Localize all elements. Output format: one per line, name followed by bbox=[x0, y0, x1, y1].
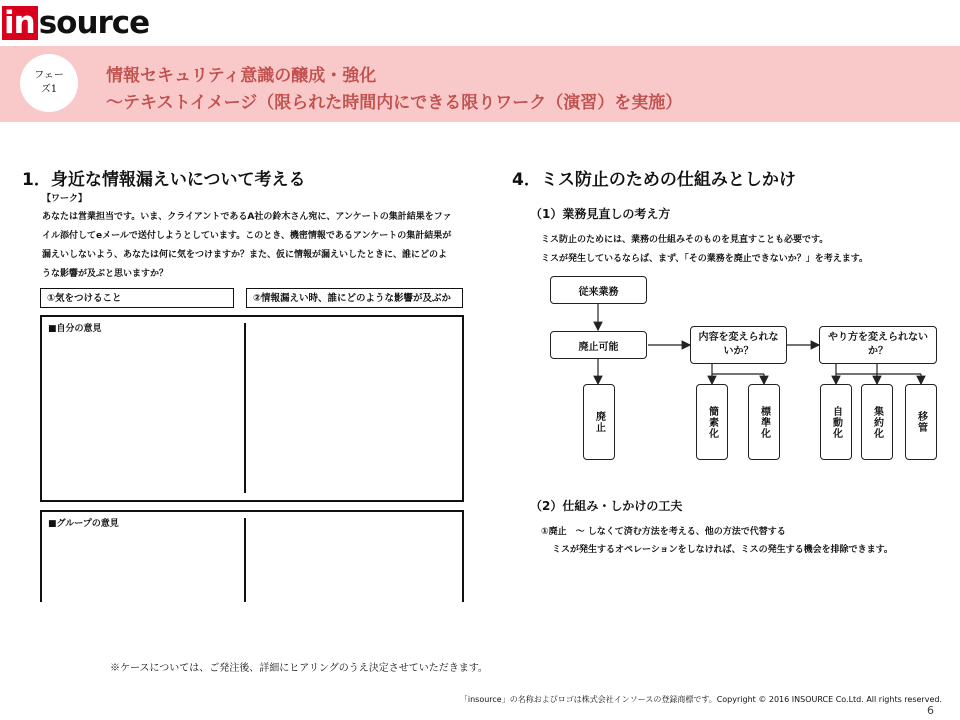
page-mask bbox=[0, 602, 960, 656]
work-text-line: うな影響が及ぶと思いますか？ bbox=[42, 269, 169, 279]
description-line: ミスが発生しているならば、まず、「その業務を廃止できないか？」を考えます。 bbox=[541, 254, 869, 264]
column-label-impact: ②情報漏えい時、誰にどのような影響が及ぶか bbox=[246, 288, 463, 308]
phase-badge: フェー ズ1 bbox=[20, 54, 78, 112]
flow-box-abolish: 廃止 bbox=[583, 384, 615, 460]
flow-box-current-work: 従来業務 bbox=[550, 276, 647, 304]
flow-box-automate: 自動化 bbox=[820, 384, 852, 460]
flow-box-change-method: やり方を変えられないか？ bbox=[819, 326, 937, 364]
page-subtitle: ～テキストイメージ（限られた時間内にできる限りワーク（演習）を実施） bbox=[106, 93, 683, 113]
flow-box-abolishable: 廃止可能 bbox=[550, 331, 647, 359]
group-opinion-label: ■グループの意見 bbox=[48, 519, 119, 529]
logo-in-part: in bbox=[2, 6, 38, 40]
flow-box-standardize: 標準化 bbox=[748, 384, 780, 460]
flow-box-change-content: 内容を変えられないか？ bbox=[690, 326, 787, 364]
insource-logo bbox=[2, 6, 149, 40]
description-line: ミス防止のためには、業務の仕組みそのものを見直すことも必要です。 bbox=[541, 235, 829, 245]
copyright-text: 「insource」の名称およびロゴは株式会社インソースの登録商標です。Copyright © 2016 INSOURCE Co.Ltd. All rights reserved. bbox=[459, 695, 942, 704]
page-number: 6 bbox=[927, 704, 934, 717]
logo-source-part: source bbox=[38, 5, 150, 41]
flow-box-consolidate: 集約化 bbox=[861, 384, 893, 460]
work-text-line: あなたは営業担当です。いま、クライアントであるA社の鈴木さん宛に、アンケートの集計結果をファ bbox=[42, 212, 452, 222]
case-note: ※ケースについては、ご発注後、詳細にヒアリングのうえ決定させていただきます。 bbox=[110, 663, 488, 674]
section-heading-1: 1．身近な情報漏えいについて考える bbox=[22, 170, 306, 190]
column-divider bbox=[244, 323, 246, 493]
page-title: 情報セキュリティ意識の醸成・強化 bbox=[106, 66, 377, 86]
work-text-line: 漏えいしないよう、あなたは何に気をつけますか？また、仮に情報が漏えいしたときに、誰にどのよ bbox=[42, 250, 448, 260]
flow-box-transfer: 移管 bbox=[905, 384, 937, 460]
work-text-line: イル添付してeメールで送付しようとしています。このとき、機密情報であるアンケートの集計結果が bbox=[42, 231, 452, 241]
mechanism-item-abolish: ①廃止 ～ しなくて済む方法を考える、他の方法で代替する bbox=[541, 527, 786, 537]
subheading-mechanism: （2）仕組み・しかけの工夫 bbox=[530, 499, 683, 513]
column-label-caution: ①気をつけること bbox=[40, 288, 234, 308]
mechanism-item-description: ミスが発生するオペレーションをしなければ、ミスの発生する機会を排除できます。 bbox=[552, 545, 893, 555]
column-divider bbox=[244, 518, 246, 602]
work-label: 【ワーク】 bbox=[42, 194, 88, 204]
subheading-review: （1）業務見直しの考え方 bbox=[530, 207, 671, 221]
own-opinion-box[interactable] bbox=[40, 315, 464, 502]
flow-box-simplify: 簡素化 bbox=[696, 384, 728, 460]
own-opinion-label: ■自分の意見 bbox=[48, 324, 102, 334]
section-heading-4: 4．ミス防止のための仕組みとしかけ bbox=[512, 170, 796, 190]
